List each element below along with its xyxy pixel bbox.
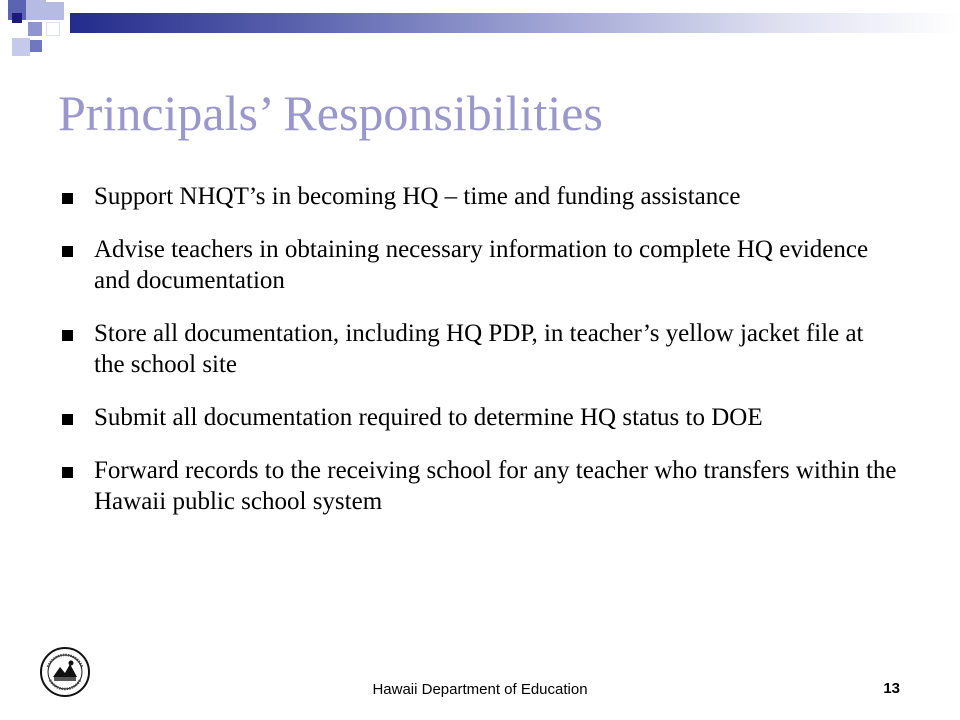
page-number: 13 — [883, 680, 900, 697]
bullet-square-icon — [62, 414, 73, 425]
slide-title: Principals’ Responsibilities — [58, 85, 603, 141]
bullet-square-icon — [62, 330, 73, 341]
bullet-list — [60, 181, 900, 539]
decor-square — [28, 22, 42, 36]
bullet-item — [60, 402, 900, 433]
bullet-text: Advise teachers in obtaining necessary information to complete HQ evidence and documentation — [94, 236, 869, 294]
bullet-item — [60, 181, 900, 212]
bullet-item — [60, 234, 900, 296]
bullet-square-icon — [62, 467, 73, 478]
bullet-text: Submit all documentation required to determine HQ status to DOE — [94, 404, 763, 431]
decor-square — [46, 2, 64, 20]
bullet-square-icon — [62, 246, 73, 257]
bullet-square-icon — [62, 193, 73, 204]
decor-square — [12, 13, 22, 23]
bullet-item — [60, 318, 900, 380]
bullet-item — [60, 455, 900, 517]
decor-square — [46, 22, 60, 36]
decor-square — [26, 0, 46, 20]
bullet-text: Store all documentation, including HQ PDP, in teacher’s yellow jacket file at the school site — [94, 320, 864, 378]
bullet-text: Support NHQT’s in becoming HQ – time and funding assistance — [94, 183, 741, 210]
header-gradient-bar — [70, 13, 960, 33]
decor-square — [30, 40, 42, 52]
bullet-text: Forward records to the receiving school for any teacher who transfers within the Hawaii public school system — [94, 457, 897, 515]
decor-square — [12, 38, 30, 56]
footer-organization: Hawaii Department of Education — [372, 681, 588, 698]
state-seal-icon — [40, 647, 90, 697]
